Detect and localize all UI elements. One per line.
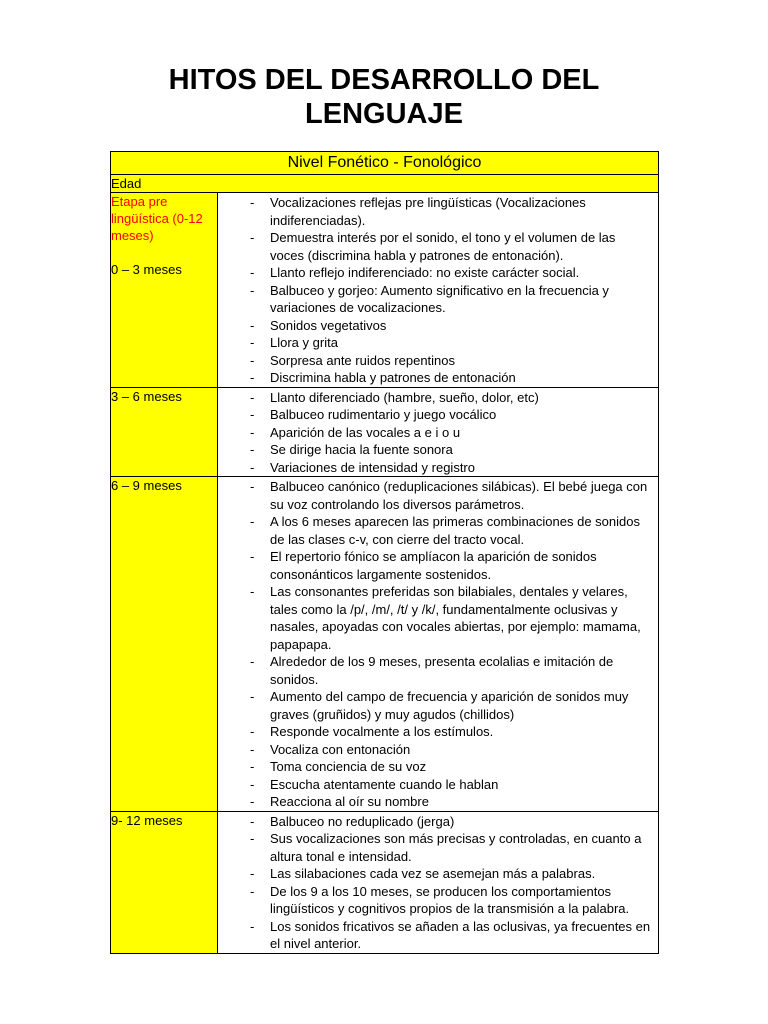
age-label: 6 – 9 meses xyxy=(111,478,182,493)
milestones-cell xyxy=(218,477,659,812)
list-item: - Sus vocalizaciones son más precisas y controladas, en cuanto a altura tonal e intensidad. xyxy=(218,830,652,865)
list-item: - Vocalizaciones reflejas pre lingüísticas (Vocalizaciones indiferenciadas). xyxy=(218,194,652,229)
list-item: - Aparición de las vocales a e i o u xyxy=(218,424,652,442)
list-item: - Balbuceo y gorjeo: Aumento significativo en la frecuencia y variaciones de vocalizaciones. xyxy=(218,282,652,317)
list-item: - A los 6 meses aparecen las primeras combinaciones de sonidos de las clases c-v, con cierre del tracto vocal. xyxy=(218,513,652,548)
age-header-row xyxy=(111,175,659,193)
milestone-list xyxy=(218,477,658,811)
list-item: - Discrimina habla y patrones de entonación xyxy=(218,369,652,387)
list-item: - Reacciona al oír su nombre xyxy=(218,793,652,811)
milestone-list xyxy=(218,812,658,953)
list-item: - Balbuceo rudimentario y juego vocálico xyxy=(218,406,652,424)
document-title xyxy=(0,63,768,131)
list-item: - Vocaliza con entonación xyxy=(218,741,652,759)
list-item: - Las silabaciones cada vez se asemejan más a palabras. xyxy=(218,865,652,883)
age-label: 3 – 6 meses xyxy=(111,388,182,404)
list-item: - Variaciones de intensidad y registro xyxy=(218,459,652,477)
list-item: - Alrededor de los 9 meses, presenta ecolalias e imitación de sonidos. xyxy=(218,653,652,688)
age-header: Edad xyxy=(111,175,659,193)
table-row xyxy=(111,811,659,953)
milestone-list xyxy=(218,193,658,387)
list-item: - Llanto diferenciado (hambre, sueño, dolor, etc) xyxy=(218,389,652,407)
age-label: 0 – 3 meses xyxy=(111,262,182,277)
age-cell xyxy=(111,387,218,477)
list-item: - Los sonidos fricativos se añaden a las oclusivas, ya frecuentes en el nivel anterior. xyxy=(218,918,652,953)
list-item: - Llanto reflejo indiferenciado: no existe carácter social. xyxy=(218,264,652,282)
stage-label: Etapa pre lingüística (0-12 meses) xyxy=(111,194,203,243)
list-item: - Balbuceo no reduplicado (jerga) xyxy=(218,813,652,831)
table-row xyxy=(111,193,659,388)
list-item: - Toma conciencia de su voz xyxy=(218,758,652,776)
milestones-cell xyxy=(218,811,659,953)
list-item: - Demuestra interés por el sonido, el tono y el volumen de las voces (discrimina habla y patrones de entonación). xyxy=(218,229,652,264)
list-item: - Responde vocalmente a los estímulos. xyxy=(218,723,652,741)
list-item: - Sonidos vegetativos xyxy=(218,317,652,335)
list-item: - Las consonantes preferidas son bilabiales, dentales y velares, tales como la /p/, /m/, /t/ y /k/, fundamentalmente oclusivas y nasales, apoyadas con vocales abiertas, por ejemplo: mamama, papapapa. xyxy=(218,583,652,653)
table-row xyxy=(111,477,659,812)
milestones-cell xyxy=(218,387,659,477)
age-cell xyxy=(111,477,218,812)
spacer xyxy=(111,244,217,261)
milestones-table xyxy=(110,151,659,954)
list-item: - Llora y grita xyxy=(218,334,652,352)
list-item: - Escucha atentamente cuando le hablan xyxy=(218,776,652,794)
list-item: - Se dirige hacia la fuente sonora xyxy=(218,441,652,459)
table-row xyxy=(111,387,659,477)
age-label: 9- 12 meses xyxy=(111,812,183,828)
document-title-line-1: HITOS DEL DESARROLLO DEL xyxy=(168,64,600,97)
list-item: - El repertorio fónico se amplíacon la aparición de sonidos consonánticos largamente sostenidos. xyxy=(218,548,652,583)
table-header-row xyxy=(111,152,659,175)
list-item: - Aumento del campo de frecuencia y aparición de sonidos muy graves (gruñidos) y muy agudos (chillidos) xyxy=(218,688,652,723)
age-cell xyxy=(111,193,218,388)
list-item: - Sorpresa ante ruidos repentinos xyxy=(218,352,652,370)
age-cell xyxy=(111,811,218,953)
milestone-list xyxy=(218,388,658,477)
list-item: - De los 9 a los 10 meses, se producen los comportamientos lingüísticos y cognitivos propios de la transmisión a la palabra. xyxy=(218,883,652,918)
table-header: Nivel Fonético - Fonológico xyxy=(111,152,659,175)
list-item: - Balbuceo canónico (reduplicaciones silábicas). El bebé juega con su voz controlando los diversos parámetros. xyxy=(218,478,652,513)
document-title-line-2: LENGUAJE xyxy=(305,98,463,131)
milestones-cell xyxy=(218,193,659,388)
